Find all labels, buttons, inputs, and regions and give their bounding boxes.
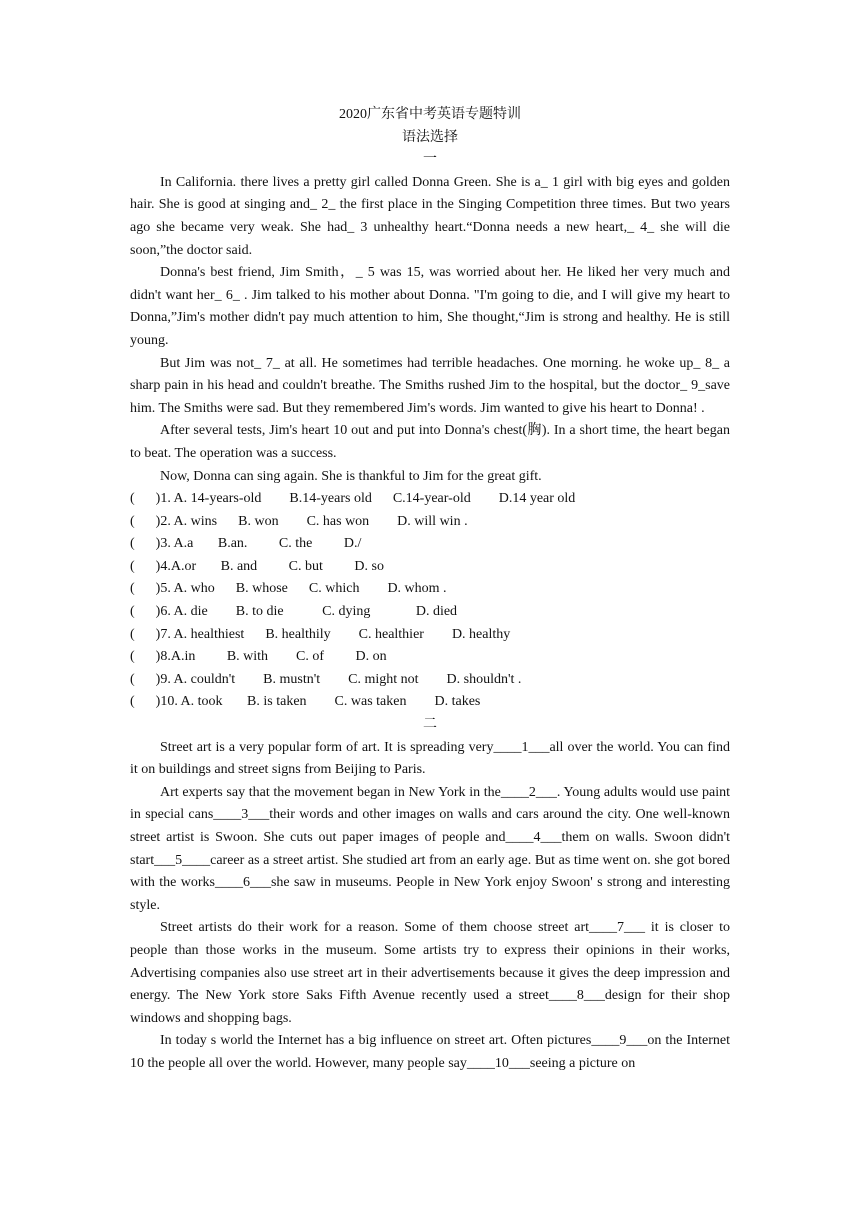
question-row — [130, 669, 730, 692]
answer-blank: ( ) — [130, 536, 161, 552]
question-text: 7. A. healthiest B. healthily C. healthier D. healthy — [160, 626, 511, 642]
passage2-paragraph: Street artists do their work for a reason. Some of them choose street art____7___ it is closer to people than those works in the museum. Some artists try to express their opinions in their works, Advertising companies also use street art in their advertisements because it gives the deep impression and energy. The New York store Saks Fifth Avenue recently used a street____8___design for their shop windows and shopping bags. — [130, 920, 730, 1026]
answer-blank: ( ) — [130, 649, 161, 665]
question-row — [130, 511, 730, 534]
passage2-paragraph: In today s world the Internet has a big influence on street art. Often pictures____9___on the Internet 10 the people all over the world. However, many people say____10___seeing a picture on — [130, 1033, 730, 1071]
question-text: 9. A. couldn't B. mustn't C. might not D. shouldn't . — [160, 671, 522, 687]
answer-blank: ( ) — [130, 671, 161, 687]
question-text: 10. A. took B. is taken C. was taken D. takes — [160, 694, 481, 710]
passage1-paragraph: Donna's best friend, Jim Smith，_ 5 was 15, was worried about her. He liked her very much and didn't want her_ 6_ . Jim talked to his mother about Donna. "I'm going to die, and I will give my heart to Donna,”Jim's mother didn't pay much attention to him, She thought,“Jim is strong and healthy. He is still young. — [130, 265, 730, 348]
passage1-paragraph: In California. there lives a pretty girl called Donna Green. She is a_ 1 girl with big eyes and golden hair. She is good at singing and_ 2_ the first place in the Singing Competition three times. But two years ago she became very weak. She had_ 3 unhealthy heart.“Donna needs a new heart,_ 4_ she will die soon,”the doctor said. — [130, 174, 730, 258]
passage2-paragraph: Art experts say that the movement began in New York in the____2___. Young adults would use paint in special cans____3___their words and other images on walls and cars around the city. One well-known street artist is Swoon. She cuts out paper images of people and____4___them on walls. Swoon didn't start___5____career as a street artist. She studied art from an early age. But as time went on. she got bored with the works____6___she saw in museums. People in New York enjoy Swoon' s strong and interesting style. — [130, 784, 730, 913]
question-row — [130, 578, 730, 601]
document-subtitle: 语法选择 — [402, 129, 458, 145]
question-text: 5. A. who B. whose C. which D. whom . — [160, 581, 447, 597]
question-row — [130, 533, 730, 556]
passage1-paragraph: Now, Donna can sing again. She is thankful to Jim for the great gift. — [160, 468, 542, 484]
section-heading-2: 二 — [423, 717, 437, 733]
answer-blank: ( ) — [130, 604, 161, 620]
answer-blank: ( ) — [130, 694, 161, 710]
answer-blank: ( ) — [130, 491, 161, 507]
answer-blank: ( ) — [130, 626, 161, 642]
question-row — [130, 624, 730, 647]
passage1-paragraph: After several tests, Jim's heart 10 out and put into Donna's chest(胸). In a short time, the heart began to beat. The operation was a success. — [130, 423, 730, 461]
question-row — [130, 556, 730, 579]
passage1-paragraph: But Jim was not_ 7_ at all. He sometimes had terrible headaches. One morning. he woke up_ 8_ a sharp pain in his head and couldn't breathe. The Smiths rushed Jim to the hospital, but the doctor_ 9_save him. The Smiths were sad. But they remembered Jim's words. Jim wanted to give his heart to Donna! . — [130, 355, 730, 416]
question-text: 6. A. die B. to die C. dying D. died — [160, 604, 458, 620]
section-heading-1: 一 — [423, 152, 437, 168]
answer-blank: ( ) — [130, 558, 161, 574]
question-row — [130, 691, 730, 714]
document-title: 2020广东省中考英语专题特训 — [339, 107, 521, 122]
question-row — [130, 646, 730, 669]
question-text: 3. A.a B.an. C. the D./ — [160, 536, 362, 552]
document-content — [130, 104, 730, 1076]
passage2-paragraph: Street art is a very popular form of art. It is spreading very____1___all over the world. You can find it on buildings and street signs from Beijing to Paris. — [130, 739, 730, 778]
question-text: 2. A. wins B. won C. has won D. will win . — [160, 513, 468, 529]
answer-blank: ( ) — [130, 581, 161, 597]
question-text: 8.A.in B. with C. of D. on — [160, 649, 387, 665]
question-row — [130, 488, 730, 511]
question-row — [130, 601, 730, 624]
question-text: 4.A.or B. and C. but D. so — [160, 558, 384, 574]
answer-blank: ( ) — [130, 513, 161, 529]
question-text: 1. A. 14-years-old B.14-years old C.14-year-old D.14 year old — [160, 491, 576, 507]
